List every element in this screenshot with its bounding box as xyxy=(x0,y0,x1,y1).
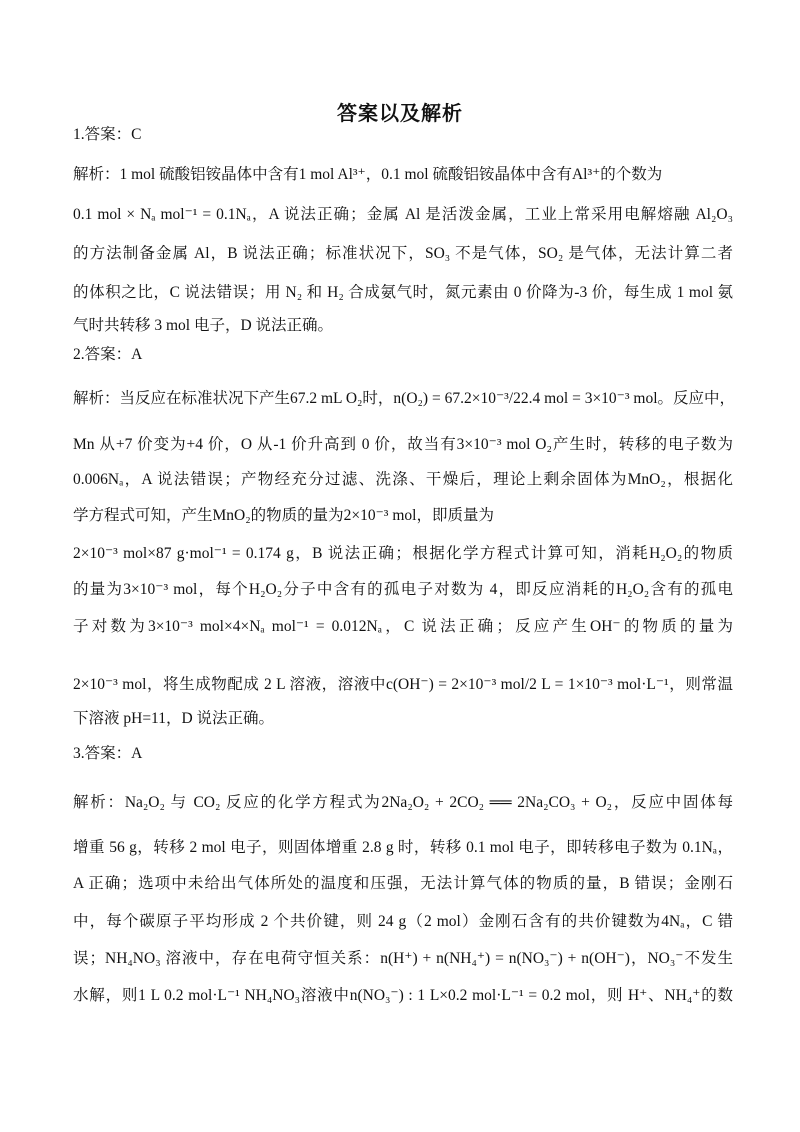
text-line: 气时共转移 3 mol 电子，D 说法正确。 xyxy=(73,317,334,334)
text-line: 学方程式可知，产生MnO₂的物质的量为2×10⁻³ mol，即质量为 xyxy=(73,507,494,524)
page-title: 答案以及解析 xyxy=(337,101,463,125)
text-line: 的体积之比，C 说法错误；用 N₂ 和 H₂ 合成氨气时，氮元素由 0 价降为-3 价，每生成 1 mol 氨 xyxy=(73,284,733,301)
text-line: 水解，则1 L 0.2 mol·L⁻¹ NH₄NO₃溶液中n(NO₃⁻) : 1 L×0.2 mol·L⁻¹ = 0.2 mol，则 H⁺、NH₄⁺的数 xyxy=(73,987,733,1004)
text-line: 增重 56 g，转移 2 mol 电子，则固体增重 2.8 g 时，转移 0.1 mol 电子，即转移电子数为 0.1Nₐ， xyxy=(73,839,733,856)
text-line: 中，每个碳原子平均形成 2 个共价键，则 24 g（2 mol）金刚石含有的共价键数为4Nₐ，C 错 xyxy=(73,913,733,930)
text-line: 1.答案：C xyxy=(73,126,142,143)
text-line: A 正确；选项中未给出气体所处的温度和压强，无法计算气体的物质的量，B 错误；金刚石 xyxy=(73,875,733,892)
text-line: 2×10⁻³ mol，将生成物配成 2 L 溶液，溶液中c(OH⁻) = 2×10⁻³ mol/2 L = 1×10⁻³ mol·L⁻¹，则常温 xyxy=(73,676,733,693)
text-line: 的方法制备金属 Al，B 说法正确；标准状况下，SO₃ 不是气体，SO₂ 是气体，无法计算二者 xyxy=(73,245,733,262)
text-line: 解析：当反应在标准状况下产生67.2 mL O₂时，n(O₂) = 67.2×10⁻³/22.4 mol = 3×10⁻³ mol。反应中， xyxy=(73,390,735,407)
text-line: 2×10⁻³ mol×87 g·mol⁻¹ = 0.174 g，B 说法正确；根据化学方程式计算可知，消耗H₂O₂的物质 xyxy=(73,545,733,562)
text-line: 子对数为3×10⁻³ mol×4×Nₐ mol⁻¹ = 0.012Nₐ，C 说法正确；反应产生OH⁻的物质的量为 xyxy=(73,618,733,635)
text-line: 0.006Nₐ，A 说法错误；产物经充分过滤、洗涤、干燥后，理论上剩余固体为MnO₂，根据化 xyxy=(73,471,733,488)
text-line: 3.答案：A xyxy=(73,745,143,762)
text-line: 解析：Na₂O₂ 与 CO₂ 反应的化学方程式为2Na₂O₂ + 2CO₂ ══ 2Na₂CO₃ + O₂，反应中固体每 xyxy=(73,794,733,811)
text-line: 2.答案：A xyxy=(73,346,143,363)
text-line: Mn 从+7 价变为+4 价，O 从-1 价升高到 0 价，故当有3×10⁻³ mol O₂产生时，转移的电子数为 xyxy=(73,436,733,453)
text-line: 0.1 mol × Nₐ mol⁻¹ = 0.1Nₐ，A 说法正确；金属 Al 是活泼金属，工业上常采用电解熔融 Al₂O₃ xyxy=(73,206,733,223)
text-line: 误；NH₄NO₃ 溶液中，存在电荷守恒关系：n(H⁺) + n(NH₄⁺) = n(NO₃⁻) + n(OH⁻)，NO₃⁻不发生 xyxy=(73,950,733,967)
text-line: 的量为3×10⁻³ mol，每个H₂O₂分子中含有的孤电子对数为 4，即反应消耗的H₂O₂含有的孤电 xyxy=(73,581,733,598)
text-line: 解析：1 mol 硫酸铝铵晶体中含有1 mol Al³⁺，0.1 mol 硫酸铝铵晶体中含有Al³⁺的个数为 xyxy=(73,166,663,183)
text-line: 下溶液 pH=11，D 说法正确。 xyxy=(73,710,275,727)
